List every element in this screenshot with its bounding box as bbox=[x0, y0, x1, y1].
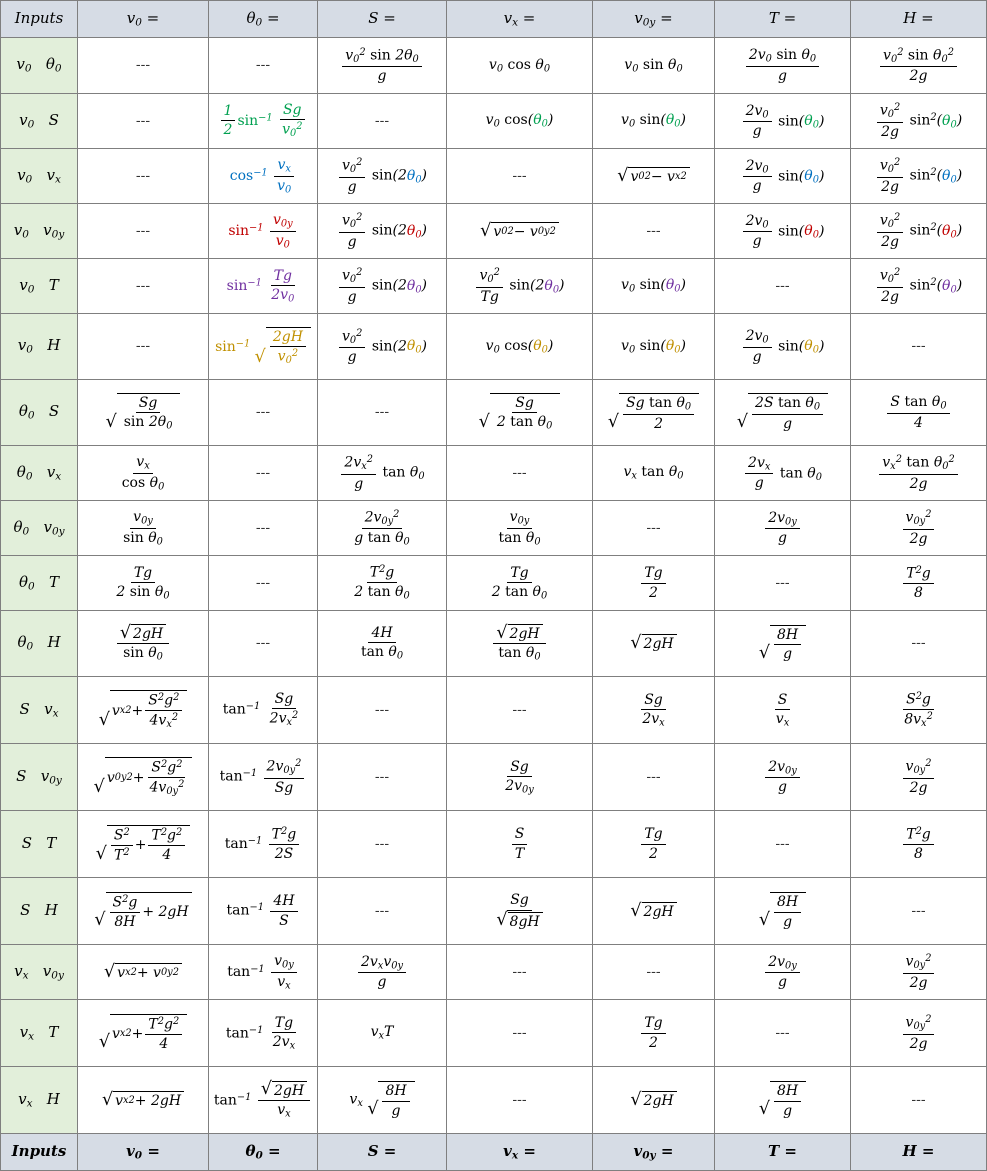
formula-cell: $v_0$ $\sin \theta_0$ bbox=[593, 38, 715, 94]
empty-cell: --- bbox=[318, 878, 447, 945]
table-row bbox=[1, 811, 987, 878]
formula-cell: $\frac{v_x^2 \tan \theta_0^2}{2g}$ bbox=[851, 446, 987, 501]
formula-cell: $\frac{Tg}{2}$ bbox=[593, 811, 715, 878]
formula-cell: $\frac{v_0^2 \sin \theta_0^2}{2g}$ bbox=[851, 38, 987, 94]
table-row bbox=[1, 945, 987, 1000]
row-inputs-label: $v_0$ T bbox=[1, 259, 78, 314]
column-header: $v_x$ = bbox=[447, 1, 593, 38]
empty-cell: --- bbox=[209, 556, 318, 611]
formula-cell: $\sin^{-1}$ $\frac{Tg}{2v_0}$ bbox=[209, 259, 318, 314]
column-header: H = bbox=[851, 1134, 987, 1171]
formula-cell: √ v 0y 2 + $\frac{S^2g^2}{4v_{0y}^2}$ bbox=[78, 744, 209, 811]
formula-cell: √ $\frac{8H}{g}$ bbox=[715, 878, 851, 945]
empty-cell: --- bbox=[318, 677, 447, 744]
formula-cell: $\frac{Sg}{2v_x}$ bbox=[593, 677, 715, 744]
formula-cell: √ $\frac{S^2g}{8H}$ + 2gH bbox=[78, 878, 209, 945]
row-inputs-label: $\theta_0$ $v_x$ bbox=[1, 446, 78, 501]
formula-cell: $\frac{2v_0}{g}$ $\sin(\theta_0)$ bbox=[715, 314, 851, 380]
row-inputs-label: $\theta_0$ H bbox=[1, 611, 78, 677]
table-row bbox=[1, 94, 987, 149]
formula-cell: $\tan^{-1}$ $\frac{Tg}{2v_x}$ bbox=[209, 1000, 318, 1067]
formula-cell: $\frac{Tg}{2 \tan \theta_0}$ bbox=[447, 556, 593, 611]
empty-cell: --- bbox=[447, 446, 593, 501]
formula-cell: $\frac{v_0^2}{g}$ $\sin(2\theta_0)$ bbox=[318, 149, 447, 204]
empty-cell: --- bbox=[715, 556, 851, 611]
formula-cell: $v_0$ $\sin(\theta_0)$ bbox=[593, 259, 715, 314]
row-inputs-label: $v_0$ S bbox=[1, 94, 78, 149]
formula-cell: $\frac{Tg}{2}$ bbox=[593, 556, 715, 611]
empty-cell: --- bbox=[78, 94, 209, 149]
formula-cell: $\frac{2v_0}{g}$ $\sin(\theta_0)$ bbox=[715, 149, 851, 204]
formula-cell: $v_0$ $\cos(\theta_0)$ bbox=[447, 94, 593, 149]
row-inputs-label: $v_x$ H bbox=[1, 1067, 78, 1134]
formula-cell: $\frac{v_{0y}^2}{2g}$ bbox=[851, 744, 987, 811]
empty-cell: --- bbox=[447, 1000, 593, 1067]
table-row bbox=[1, 501, 987, 556]
formula-cell: √ $\frac{Sg}{\sin 2\theta_0}$ bbox=[78, 380, 209, 446]
column-header: $v_{0y}$ = bbox=[593, 1134, 715, 1171]
table-row bbox=[1, 446, 987, 501]
empty-cell: --- bbox=[447, 677, 593, 744]
formula-cell: $\frac{v_0^2}{2g}$ $\sin^2(\theta_0)$ bbox=[851, 94, 987, 149]
formula-cell: $\tan^{-1}$ $\frac{4H}{S}$ bbox=[209, 878, 318, 945]
empty-cell: --- bbox=[593, 744, 715, 811]
column-header: H = bbox=[851, 1, 987, 38]
formula-cell: Sg √ 8gH bbox=[447, 878, 593, 945]
formula-cell: $v_xT$ bbox=[318, 1000, 447, 1067]
empty-cell: --- bbox=[715, 811, 851, 878]
formula-cell: $\frac{Tg}{2}$ bbox=[593, 1000, 715, 1067]
formula-cell: $\frac{v_0^2}{2g}$ $\sin^2(\theta_0)$ bbox=[851, 259, 987, 314]
formula-cell: $\frac{v_x}{\cos \theta_0}$ bbox=[78, 446, 209, 501]
row-inputs-label: S H bbox=[1, 878, 78, 945]
empty-cell: --- bbox=[209, 38, 318, 94]
formula-cell: $\frac{2v_xv_{0y}}{g}$ bbox=[318, 945, 447, 1000]
row-inputs-label: $\theta_0$ $v_{0y}$ bbox=[1, 501, 78, 556]
formula-cell: √ $\frac{8H}{g}$ bbox=[715, 1067, 851, 1134]
empty-cell: --- bbox=[851, 314, 987, 380]
row-inputs-label: $v_0$ $v_x$ bbox=[1, 149, 78, 204]
empty-cell: --- bbox=[209, 611, 318, 677]
column-header: $v_x$ = bbox=[447, 1134, 593, 1171]
formula-cell: $v_x$ √ $\frac{8H}{g}$ bbox=[318, 1067, 447, 1134]
formula-cell: √ 2gH bbox=[593, 611, 715, 677]
empty-cell: --- bbox=[851, 611, 987, 677]
formula-cell: $\sin^{-1}$ $\frac{v_{0y}}{v_0}$ bbox=[209, 204, 318, 259]
table-row bbox=[1, 380, 987, 446]
formula-cell: $\frac{S}{T}$ bbox=[447, 811, 593, 878]
table-row bbox=[1, 677, 987, 744]
formula-cell: $\frac{v_{0y}^2}{2g}$ bbox=[851, 1000, 987, 1067]
formula-cell: √ $\frac{Sg}{2 \tan \theta_0}$ bbox=[447, 380, 593, 446]
formula-cell: $\frac{v_{0y}}{\sin \theta_0}$ bbox=[78, 501, 209, 556]
formula-cell: $\frac{T^2g}{2 \tan \theta_0}$ bbox=[318, 556, 447, 611]
table-row bbox=[1, 38, 987, 94]
row-inputs-label: $v_0$ $v_{0y}$ bbox=[1, 204, 78, 259]
formula-cell: $v_0$ $\sin(\theta_0)$ bbox=[593, 314, 715, 380]
empty-cell: --- bbox=[318, 744, 447, 811]
row-inputs-label: $\theta_0$ T bbox=[1, 556, 78, 611]
formula-cell: √ $\frac{2S \tan \theta_0}{g}$ bbox=[715, 380, 851, 446]
column-header: $v_0$ = bbox=[78, 1, 209, 38]
formula-cell: $\frac{2v_0}{g}$ $\sin(\theta_0)$ bbox=[715, 204, 851, 259]
formula-cell: $\frac{2v_x^2}{g}$ $\tan \theta_0$ bbox=[318, 446, 447, 501]
formula-cell: $\cos^{-1}$ $\frac{v_x}{v_0}$ bbox=[209, 149, 318, 204]
formula-cell: $\frac{v_0^2}{Tg}$ $\sin(2\theta_0)$ bbox=[447, 259, 593, 314]
empty-cell: --- bbox=[318, 811, 447, 878]
row-inputs-label: S $v_{0y}$ bbox=[1, 744, 78, 811]
formula-cell: $v_0$ $\sin(\theta_0)$ bbox=[593, 94, 715, 149]
column-header: S = bbox=[318, 1, 447, 38]
formula-cell: $\frac{2v_{0y}}{g}$ bbox=[715, 501, 851, 556]
table-row bbox=[1, 149, 987, 204]
formula-cell: $\frac{2v_0}{g}$ $\sin(\theta_0)$ bbox=[715, 94, 851, 149]
footer-header-row bbox=[1, 1134, 987, 1171]
formula-cell: √ v x 2 + v 0y 2 bbox=[78, 945, 209, 1000]
column-header: $v_{0y}$ = bbox=[593, 1, 715, 38]
formula-cell: √ v x 2 + 2gH bbox=[78, 1067, 209, 1134]
row-inputs-label: $v_x$ $v_{0y}$ bbox=[1, 945, 78, 1000]
column-header: T = bbox=[715, 1134, 851, 1171]
table-row bbox=[1, 1067, 987, 1134]
formula-cell: √ v x 2 + $\frac{S^2g^2}{4v_x^2}$ bbox=[78, 677, 209, 744]
empty-cell: --- bbox=[209, 501, 318, 556]
formula-cell: √ 2gH bbox=[593, 1067, 715, 1134]
formula-cell: $\frac{1}{2}$ $\sin^{-1}$ $\frac{Sg}{v_0^2}$ bbox=[209, 94, 318, 149]
empty-cell: --- bbox=[78, 204, 209, 259]
formula-cell: $v_x$ $\tan \theta_0$ bbox=[593, 446, 715, 501]
formula-cell: √ 2gH bbox=[593, 878, 715, 945]
formula-cell: $\tan^{-1}$ $\frac{2v_{0y}^2}{Sg}$ bbox=[209, 744, 318, 811]
empty-cell: --- bbox=[78, 38, 209, 94]
empty-cell: --- bbox=[593, 204, 715, 259]
formula-cell: $\frac{v_{0y}^2}{2g}$ bbox=[851, 501, 987, 556]
column-header: $\theta_0$ = bbox=[209, 1134, 318, 1171]
formula-cell: $\frac{S \tan \theta_0}{4}$ bbox=[851, 380, 987, 446]
empty-cell: --- bbox=[447, 149, 593, 204]
empty-cell: --- bbox=[715, 259, 851, 314]
header-row bbox=[1, 1, 987, 38]
formula-cell: √ $\frac{8H}{g}$ bbox=[715, 611, 851, 677]
empty-cell: --- bbox=[209, 380, 318, 446]
empty-cell: --- bbox=[78, 149, 209, 204]
row-inputs-label: $v_0$ $\theta_0$ bbox=[1, 38, 78, 94]
empty-cell: --- bbox=[447, 945, 593, 1000]
formula-cell: $\frac{v_0^2}{2g}$ $\sin^2(\theta_0)$ bbox=[851, 204, 987, 259]
table-row bbox=[1, 204, 987, 259]
formula-cell: $v_0$ $\cos \theta_0$ bbox=[447, 38, 593, 94]
table-row bbox=[1, 314, 987, 380]
empty-cell: --- bbox=[318, 94, 447, 149]
formula-cell: $\frac{2v_x}{g}$ $\tan \theta_0$ bbox=[715, 446, 851, 501]
column-header: $\theta_0$ = bbox=[209, 1, 318, 38]
empty-cell: --- bbox=[318, 380, 447, 446]
formula-cell: $\frac{T^2g}{8}$ bbox=[851, 556, 987, 611]
formula-cell: $\frac{v_{0y}}{\tan \theta_0}$ bbox=[447, 501, 593, 556]
formula-cell: $\frac{2v_{0y}^2}{g \tan \theta_0}$ bbox=[318, 501, 447, 556]
table-row bbox=[1, 744, 987, 811]
formula-cell: $\frac{S^2g}{8v_x^2}$ bbox=[851, 677, 987, 744]
table-row bbox=[1, 259, 987, 314]
column-header: $v_0$ = bbox=[78, 1134, 209, 1171]
empty-cell: --- bbox=[78, 259, 209, 314]
column-header: S = bbox=[318, 1134, 447, 1171]
formula-cell: √ $\frac{Sg \tan \theta_0}{2}$ bbox=[593, 380, 715, 446]
row-inputs-label: $v_x$ T bbox=[1, 1000, 78, 1067]
formula-cell: $\frac{4H}{\tan \theta_0}$ bbox=[318, 611, 447, 677]
formula-cell: $\tan^{-1}$ √ 2gH $v_x$ bbox=[209, 1067, 318, 1134]
column-header: T = bbox=[715, 1, 851, 38]
row-inputs-label: S $v_x$ bbox=[1, 677, 78, 744]
empty-cell: --- bbox=[851, 1067, 987, 1134]
formula-cell: $\frac{v_0^2 \sin 2\theta_0}{g}$ bbox=[318, 38, 447, 94]
table-row bbox=[1, 611, 987, 677]
empty-cell: --- bbox=[593, 945, 715, 1000]
formula-cell: √ $\frac{S^2}{T^2}$ + $\frac{T^2g^2}{4}$ bbox=[78, 811, 209, 878]
formula-cell: $\frac{T^2g}{8}$ bbox=[851, 811, 987, 878]
formula-cell: $\frac{Tg}{2 \sin \theta_0}$ bbox=[78, 556, 209, 611]
formula-cell: √ v x 2 + $\frac{T^2g^2}{4}$ bbox=[78, 1000, 209, 1067]
empty-cell: --- bbox=[715, 1000, 851, 1067]
formula-cell: $\tan^{-1}$ $\frac{v_{0y}}{v_x}$ bbox=[209, 945, 318, 1000]
table-row bbox=[1, 1000, 987, 1067]
formula-cell: $\frac{2v_0 \sin \theta_0}{g}$ bbox=[715, 38, 851, 94]
formula-cell: $\frac{S}{v_x}$ bbox=[715, 677, 851, 744]
table-row bbox=[1, 556, 987, 611]
formula-cell: $\frac{v_{0y}^2}{2g}$ bbox=[851, 945, 987, 1000]
empty-cell: --- bbox=[851, 878, 987, 945]
formula-cell: $\frac{v_0^2}{2g}$ $\sin^2(\theta_0)$ bbox=[851, 149, 987, 204]
formula-cell: √ v 0 2 − v 0y 2 bbox=[447, 204, 593, 259]
formula-cell: √ 2gH $\sin \theta_0$ bbox=[78, 611, 209, 677]
row-inputs-label: $\theta_0$ S bbox=[1, 380, 78, 446]
formula-cell: $\tan^{-1}$ $\frac{T^2g}{2S}$ bbox=[209, 811, 318, 878]
empty-cell: --- bbox=[447, 1067, 593, 1134]
formula-cell: √ v 0 2 − v x 2 bbox=[593, 149, 715, 204]
inputs-header-label: Inputs bbox=[1, 1134, 78, 1171]
empty-cell: --- bbox=[209, 446, 318, 501]
formula-cell: $v_0$ $\cos(\theta_0)$ bbox=[447, 314, 593, 380]
formula-cell: $\frac{v_0^2}{g}$ $\sin(2\theta_0)$ bbox=[318, 204, 447, 259]
empty-cell: --- bbox=[593, 501, 715, 556]
formula-cell: $\frac{2v_{0y}}{g}$ bbox=[715, 744, 851, 811]
formula-cell: $\sin^{-1}$ √ $\frac{2gH}{v_0^2}$ bbox=[209, 314, 318, 380]
formula-cell: $\frac{Sg}{2v_{0y}}$ bbox=[447, 744, 593, 811]
formula-cell: $\frac{v_0^2}{g}$ $\sin(2\theta_0)$ bbox=[318, 314, 447, 380]
inputs-header-label: Inputs bbox=[1, 1, 78, 38]
table-row bbox=[1, 878, 987, 945]
formula-cell: $\frac{2v_{0y}}{g}$ bbox=[715, 945, 851, 1000]
empty-cell: --- bbox=[78, 314, 209, 380]
formula-cell: $\tan^{-1}$ $\frac{Sg}{2v_x^2}$ bbox=[209, 677, 318, 744]
formula-cell: √ 2gH $\tan \theta_0$ bbox=[447, 611, 593, 677]
row-inputs-label: $v_0$ H bbox=[1, 314, 78, 380]
row-inputs-label: S T bbox=[1, 811, 78, 878]
formula-cell: $\frac{v_0^2}{g}$ $\sin(2\theta_0)$ bbox=[318, 259, 447, 314]
